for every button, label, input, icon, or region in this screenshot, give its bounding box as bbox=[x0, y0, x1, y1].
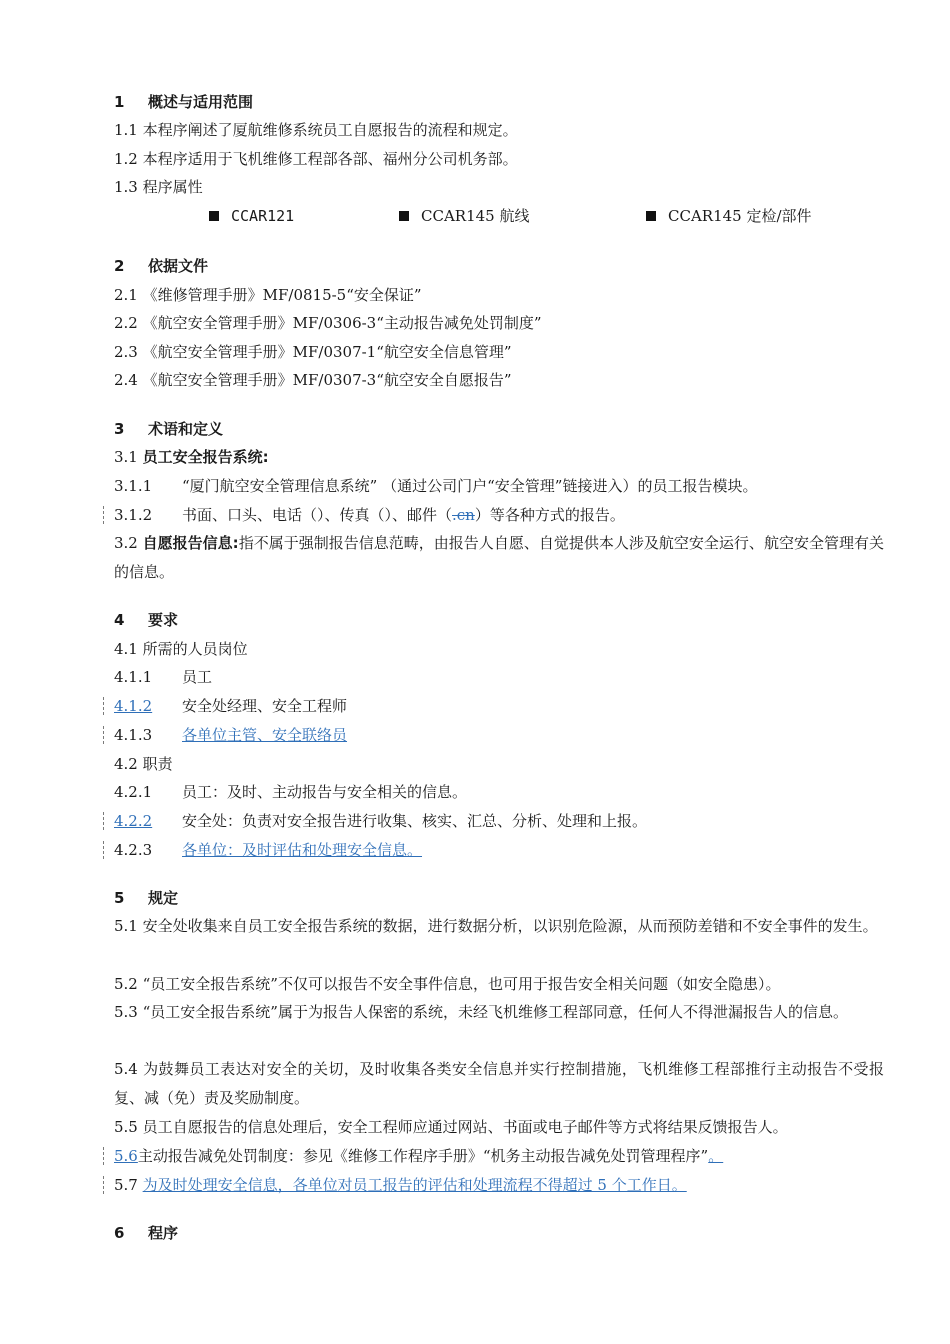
section-5-heading: 5 规定 bbox=[114, 889, 179, 907]
section-4-heading: 4 要求 bbox=[114, 611, 179, 629]
rule-5-6: 5.6主动报告减免处罚制度：参见《维修工作程序手册》“机务主动报告减免处罚管理程序”。 bbox=[114, 1147, 724, 1165]
item-4-2-3: 4.2.3 各单位：及时评估和处理安全信息。 bbox=[114, 841, 423, 859]
revision-bar bbox=[103, 1147, 104, 1165]
paragraph-1-2: 1.2 本程序适用于飞机维修工程部各部、福州分公司机务部。 bbox=[114, 150, 518, 168]
filled-square-icon bbox=[209, 211, 219, 221]
section-2-heading: 2 依据文件 bbox=[114, 257, 209, 275]
item-4-1-3: 4.1.3 各单位主管、安全联络员 bbox=[114, 726, 348, 744]
revision-bar bbox=[103, 812, 104, 830]
revision-bar bbox=[103, 506, 104, 524]
paragraph-4-2: 4.2 职责 bbox=[114, 755, 173, 773]
revision-bar bbox=[103, 841, 104, 859]
section-6-heading: 6 程序 bbox=[114, 1224, 179, 1242]
revision-bar bbox=[103, 726, 104, 744]
item-4-2-2: 4.2.2 安全处：负责对安全报告进行收集、核实、汇总、分析、处理和上报。 bbox=[114, 812, 648, 830]
rule-5-4: 5.4 为鼓舞员工表达对安全的关切，及时收集各类安全信息并实行控制措施，飞机维修工程部推行主动报告不受报复、减（免）责及奖励制度。 bbox=[114, 1060, 884, 1107]
paragraph-1-3: 1.3 程序属性 bbox=[114, 178, 203, 196]
paragraph-1-1: 1.1 本程序阐述了厦航维修系统员工自愿报告的流程和规定。 bbox=[114, 121, 518, 139]
definition-3-2: 3.2 自愿报告信息:指不属于强制报告信息范畴，由报告人自愿、自觉提供本人涉及航空安全运行、航空安全管理有关的信息。 bbox=[114, 534, 884, 581]
deleted-text: .cn bbox=[452, 506, 475, 524]
definition-3-1: 3.1 员工安全报告系统: bbox=[114, 448, 269, 466]
item-4-2-1: 4.2.1 员工：及时、主动报告与安全相关的信息。 bbox=[114, 783, 468, 801]
rule-5-3: 5.3 “员工安全报告系统”属于为报告人保密的系统，未经飞机维修工程部同意，任何人不得泄漏报告人的信息。 bbox=[114, 1003, 848, 1021]
definition-3-1-1: 3.1.1 “厦门航空安全管理信息系统” （通过公司门户“安全管理”链接进入）的员工报告模块。 bbox=[114, 477, 758, 495]
revision-bar bbox=[103, 697, 104, 715]
reference-item: 2.4 《航空安全管理手册》MF/0307-3“航空安全自愿报告” bbox=[114, 371, 512, 389]
section-1-heading: 1 概述与适用范围 bbox=[114, 93, 254, 111]
revision-bar bbox=[103, 1176, 104, 1194]
section-3-heading: 3 术语和定义 bbox=[114, 420, 224, 438]
filled-square-icon bbox=[646, 211, 656, 221]
reference-item: 2.1 《维修管理手册》MF/0815-5“安全保证” bbox=[114, 286, 422, 304]
rule-5-7: 5.7 为及时处理安全信息，各单位对员工报告的评估和处理流程不得超过 5 个工作日。 bbox=[114, 1176, 687, 1194]
rule-5-1: 5.1 安全处收集来自员工安全报告系统的数据，进行数据分析，以识别危险源，从而预防差错和不安全事件的发生。 bbox=[114, 917, 878, 935]
reference-item: 2.2 《航空安全管理手册》MF/0306-3“主动报告减免处罚制度” bbox=[114, 314, 542, 332]
attribute-ccar145-line: CCAR145 航线 bbox=[399, 206, 529, 226]
attribute-ccar145-check: CCAR145 定检/部件 bbox=[646, 206, 812, 226]
definition-3-1-2: 3.1.2 书面、口头、电话（）、传真（）、邮件（.cn）等各种方式的报告。 bbox=[114, 506, 625, 524]
filled-square-icon bbox=[399, 211, 409, 221]
reference-item: 2.3 《航空安全管理手册》MF/0307-1“航空安全信息管理” bbox=[114, 343, 512, 361]
item-4-1-1: 4.1.1 员工 bbox=[114, 668, 213, 686]
rule-5-2: 5.2 “员工安全报告系统”不仅可以报告不安全事件信息，也可用于报告安全相关问题（如安全隐患）。 bbox=[114, 975, 781, 993]
rule-5-5: 5.5 员工自愿报告的信息处理后，安全工程师应通过网站、书面或电子邮件等方式将结果反馈报告人。 bbox=[114, 1118, 788, 1136]
item-4-1-2: 4.1.2 安全处经理、安全工程师 bbox=[114, 697, 348, 715]
attribute-ccar121: CCAR121 bbox=[209, 206, 294, 226]
paragraph-4-1: 4.1 所需的人员岗位 bbox=[114, 640, 248, 658]
